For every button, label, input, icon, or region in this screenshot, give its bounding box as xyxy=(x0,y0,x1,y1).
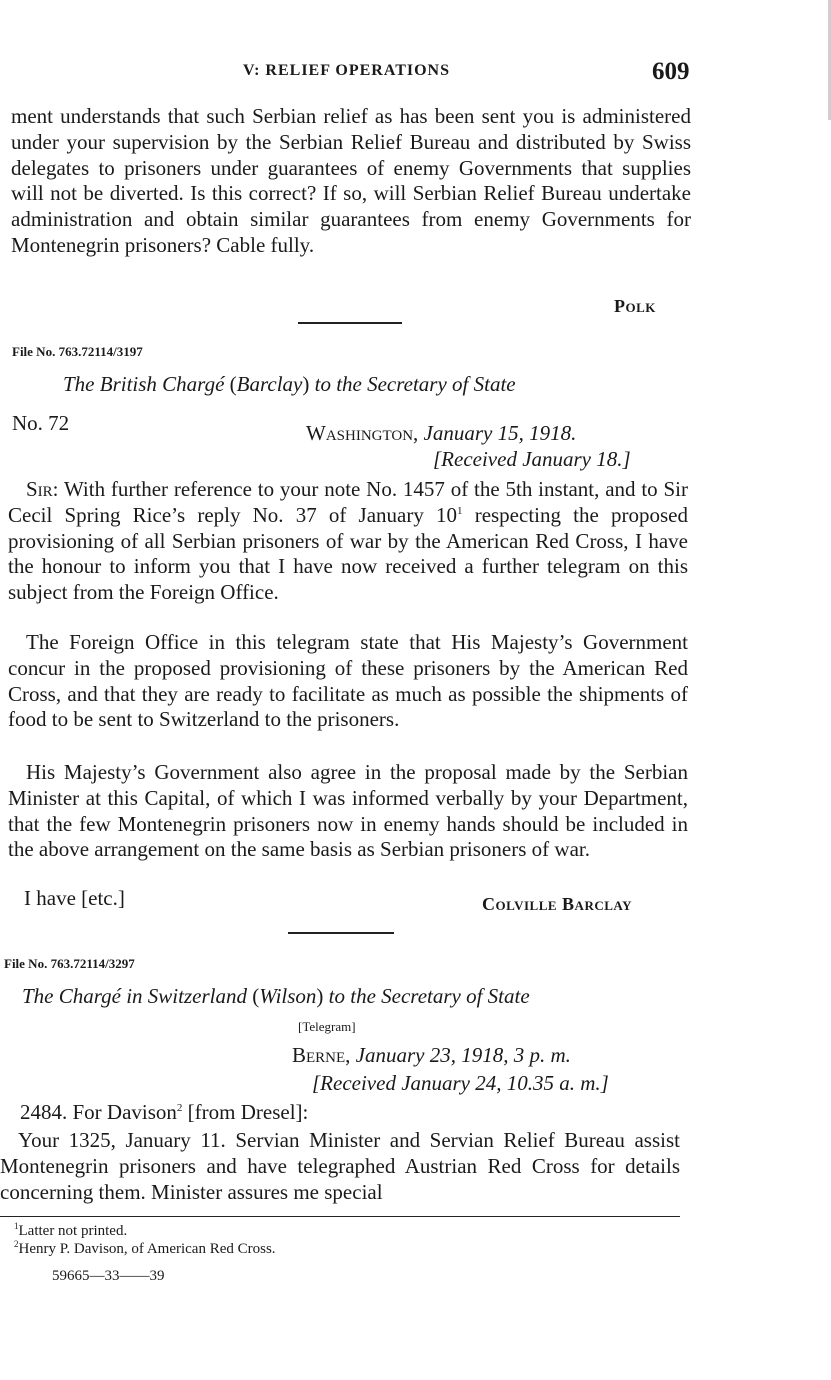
heading-paren: ( xyxy=(229,372,237,396)
footnote xyxy=(14,1222,276,1240)
dateline-date: January 15, 1918. xyxy=(423,421,577,445)
heading-paren: ( xyxy=(252,984,260,1008)
heading-part: to the Secretary of State xyxy=(323,984,530,1008)
dateline-place: Berne, xyxy=(292,1043,351,1067)
file-number: File No. 763.72114/3197 xyxy=(12,344,143,359)
continuation-paragraph: ment understands that such Serbian relief as has been sent you is administered under your supervision by the Serbian Relief Bureau and distributed by Swiss delegates to prisoners under guarantees of enemy Governments that supplies will not be diverted. Is this correct? If so, will Serbian Relief Bureau undertake administration and obtain similar guarantees from enemy Governments for Montenegrin prisoners? Cable fully. xyxy=(11,104,691,257)
letter-paragraph-2: The Foreign Office in this telegram state that His Majesty’s Government concur in the proposed provisioning of these prisoners by the American Red Cross, and that they are ready to facilitate as much as possible the shipments of food to be sent to Switzerland to the prisoners. xyxy=(8,630,688,732)
footnote-text: Latter not printed. xyxy=(18,1223,128,1239)
dateline-date: January 23, 1918, 3 p. m. xyxy=(355,1043,571,1067)
telegram-label: [Telegram] xyxy=(298,1019,356,1034)
letter-paragraph-1 xyxy=(8,477,688,606)
footnote-divider xyxy=(0,1216,680,1217)
paragraph-text: respecting the proposed provisioning of all Serbian prisoners of war by the American Red Cross, I have the honour to inform you that I have now received a further telegram on this subject from the Foreign Office. xyxy=(8,502,688,605)
salutation: Sir: xyxy=(26,477,59,501)
document-heading xyxy=(22,984,530,1009)
page-number: 609 xyxy=(652,58,690,85)
received-date: [Received January 24, 10.35 a. m.] xyxy=(312,1071,609,1095)
telegram-text: 2484. For Davison xyxy=(20,1100,177,1124)
telegram-paragraph: Your 1325, January 11. Servian Minister and Servian Relief Bureau assist Montenegrin prisoners and have telegraphed Austrian Red Cross for details concerning them. Minister assures me special xyxy=(0,1128,680,1204)
telegram-line xyxy=(20,1100,308,1125)
received-date: [Received January 18.] xyxy=(433,447,631,471)
heading-part: The British Chargé xyxy=(63,372,230,396)
letter-paragraph-3: His Majesty’s Government also agree in the proposal made by the Serbian Minister at this Capital, of which I was informed verbally by your Department, that the few Montenegrin prisoners now in enemy hands should be included in the above arrangement on the same basis as Serbian prisoners of war. xyxy=(8,760,688,862)
heading-name: Wilson xyxy=(259,984,317,1008)
footnotes xyxy=(14,1222,276,1258)
heading-paren: ) xyxy=(316,984,324,1008)
signature-polk: Polk xyxy=(614,296,656,316)
section-divider xyxy=(298,322,402,324)
dateline xyxy=(292,1043,571,1068)
dateline-place: Washington, xyxy=(306,421,419,445)
heading-name: Barclay xyxy=(236,372,303,396)
closing-line: I have [etc.] xyxy=(24,886,125,910)
signature-barclay: Colville Barclay xyxy=(482,894,632,914)
paragraph-text: With further reference to your note No. 1457 of the 5th instant, and to Sir Cecil Spring Rice’s reply No. 37 of January 10 xyxy=(8,477,688,527)
running-head: V: RELIEF OPERATIONS xyxy=(243,62,450,79)
printer-code: 59665—33——39 xyxy=(52,1268,165,1284)
section-divider xyxy=(288,932,394,934)
heading-part: to the Secretary of State xyxy=(309,372,516,396)
document-heading xyxy=(63,372,516,397)
heading-part: The Chargé in Switzerland xyxy=(22,984,253,1008)
footnote-reference: 1 xyxy=(457,504,463,517)
document-number: No. 72 xyxy=(12,411,70,435)
heading-paren: ) xyxy=(302,372,310,396)
footnote-mark: 1 xyxy=(14,1221,19,1231)
footnote-text: Henry P. Davison, of American Red Cross. xyxy=(18,1241,276,1257)
footnote-mark: 2 xyxy=(14,1239,19,1249)
file-number: File No. 763.72114/3297 xyxy=(4,956,135,971)
page-header xyxy=(0,60,831,92)
telegram-text: [from Dresel]: xyxy=(182,1100,309,1124)
dateline xyxy=(306,421,576,446)
footnote-reference: 2 xyxy=(176,1102,183,1114)
footnote xyxy=(14,1240,276,1258)
